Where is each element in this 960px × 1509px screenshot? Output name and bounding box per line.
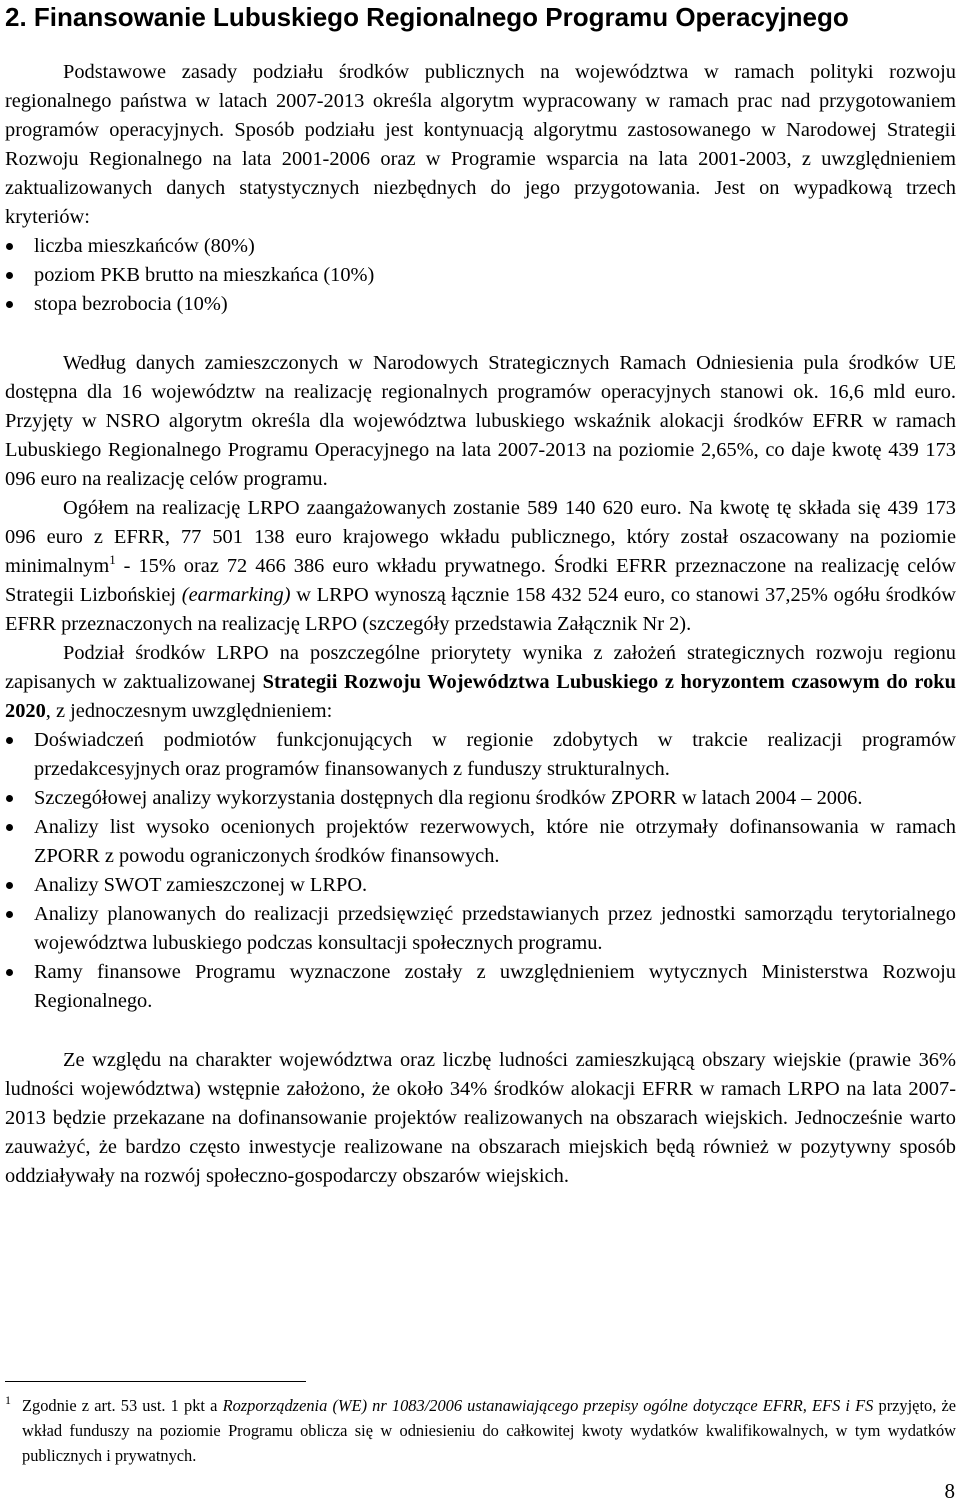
paragraph-text: - 15% oraz 72 466 386 euro wkładu prywatnego. Środki EFRR przeznaczone na realizację celów Strategii Lizbońskiej bbox=[5, 555, 956, 606]
bullet-icon bbox=[6, 882, 13, 889]
section-heading: 2. Finansowanie Lubuskiego Regionalnego Programu Operacyjnego bbox=[5, 2, 849, 32]
footnote-divider bbox=[5, 1381, 306, 1382]
list-item-text: Analizy planowanych do realizacji przedsięwzięć przedstawianych przez jednostki samorządu terytorialnego województwa lubuskiego podczas konsultacji społecznych programu. bbox=[34, 903, 956, 954]
list-item bbox=[5, 261, 956, 290]
list-item-text: liczba mieszkańców (80%) bbox=[34, 235, 255, 257]
list-item-text: stopa bezrobocia (10%) bbox=[34, 293, 228, 315]
considerations-list bbox=[5, 726, 956, 1016]
bullet-icon bbox=[6, 737, 13, 744]
bullet-icon bbox=[6, 272, 13, 279]
footnote-text: przyjęto, że wkład funduszy na poziomie Programu oblicza się w odniesieniu do całkowitej kwoty wydatków kwalifikowalnych, w tym wydatków publicznych i prywatnych. bbox=[22, 1396, 957, 1465]
strategy-title: Strategii Rozwoju Województwa Lubuskiego z horyzontem czasowym do roku 2020 bbox=[5, 671, 956, 722]
paragraph-text: , z jednoczesnym uwzględnieniem: bbox=[45, 700, 333, 722]
footnote-body bbox=[5, 1393, 956, 1468]
bullet-icon bbox=[6, 969, 13, 976]
list-item-text: Analizy list wysoko ocenionych projektów rezerwowych, które nie otrzymały dofinansowania w ramach ZPORR z powodu ograniczonych środków finansowych. bbox=[34, 816, 956, 867]
bullet-icon bbox=[6, 243, 13, 250]
bullet-icon bbox=[6, 911, 13, 918]
list-item bbox=[5, 871, 956, 900]
list-item bbox=[5, 900, 956, 958]
criteria-list bbox=[5, 232, 956, 319]
spacer bbox=[5, 319, 956, 349]
earmarking-term: (earmarking) bbox=[181, 584, 291, 606]
paragraph-text: Podstawowe zasady podziału środków publicznych na województwa w ramach polityki rozwoju regionalnego państwa w latach 2007-2013 określa algorytm wypracowany w ramach prac nad przygotowaniem programów operacyjnych. Sposób podziału jest kontynuacją algorytmu zastosowanego w Narodowej Strategii Rozwoju Regionalnego na lata 2001-2006 oraz w Programie wsparcia na lata 2001-2003, z uwzględnieniem zaktualizowanych danych statystycznych niezbędnych do jego przygotowania. Jest on wypadkową trzech kryteriów: bbox=[5, 61, 956, 228]
footnote-marker: 1 bbox=[5, 1393, 11, 1407]
paragraph-total-funding bbox=[5, 494, 956, 639]
bullet-icon bbox=[6, 795, 13, 802]
spacer bbox=[5, 1016, 956, 1046]
list-item bbox=[5, 813, 956, 871]
list-item-text: Doświadczeń podmiotów funkcjonujących w regionie zdobytych w trakcie realizacji programów przedakcesyjnych oraz programów finansowanych z funduszy strukturalnych. bbox=[34, 729, 956, 780]
bullet-icon bbox=[6, 824, 13, 831]
paragraph-rural-areas: Ze względu na charakter województwa oraz liczbę ludności zamieszkującą obszary wiejskie (prawie 36% ludności województwa) wstępnie założono, że około 34% środków alokacji EFRR w ramach LRPO na lata 2007-2013 będzie przekazane na dofinansowanie projektów realizowanych na obszarach wiejskich. Jednocześnie warto zauważyć, że bardzo często inwestycje realizowane na obszarach miejskich będą również w pozytywny sposób oddziaływały na rozwój społeczno-gospodarczy obszarów wiejskich. bbox=[5, 1049, 956, 1187]
list-item-text: Ramy finansowe Programu wyznaczone zostały z uwzględnieniem wytycznych Ministerstwa Rozwoju Regionalnego. bbox=[34, 961, 956, 1012]
paragraph-text: Podział środków LRPO na poszczególne priorytety wynika z założeń strategicznych rozwoju regionu zapisanych w zaktualizowanej bbox=[5, 642, 956, 693]
list-item bbox=[5, 290, 956, 319]
paragraph-nsro-allocation: Według danych zamieszczonych w Narodowych Strategicznych Ramach Odniesienia pula środków UE dostępna dla 16 województw na realizację regionalnych programów operacyjnych stanowi ok. 16,6 mld euro. Przyjęty w NSRO algorytm określa dla województwa lubuskiego wskaźnik alokacji środków EFRR w ramach Lubuskiego Regionalnego Programu Operacyjnego na lata 2007-2013 na poziomie 2,65%, co daje kwotę 439 173 096 euro na realizację celów programu. bbox=[5, 352, 956, 490]
list-item-text: poziom PKB brutto na mieszkańca (10%) bbox=[34, 264, 375, 286]
bullet-icon bbox=[6, 301, 13, 308]
footnote-text: Zgodnie z art. 53 ust. 1 pkt a bbox=[22, 1396, 223, 1415]
document-body bbox=[5, 58, 956, 1191]
paragraph-priorities bbox=[5, 639, 956, 726]
list-item bbox=[5, 784, 956, 813]
list-item bbox=[5, 958, 956, 1016]
paragraph-text: Ogółem na realizację LRPO zaangażowanych zostanie 589 140 620 euro. Na kwotę tę składa się 439 173 096 euro z EFRR, 77 501 138 euro krajowego wkładu publicznego, który został oszacowany na poziomie minimalnym bbox=[5, 497, 956, 577]
paragraph-text: w LRPO wynoszą łącznie 158 432 524 euro, co stanowi 37,25% ogółu środków EFRR przeznaczonych na realizację LRPO (szczegóły przedstawia Załącznik Nr 2). bbox=[5, 584, 956, 635]
list-item bbox=[5, 232, 956, 261]
footnote-reference: 1 bbox=[109, 552, 116, 567]
list-item bbox=[5, 726, 956, 784]
list-item-text: Szczegółowej analizy wykorzystania dostępnych dla regionu środków ZPORR w latach 2004 – 2006. bbox=[34, 787, 863, 809]
footnote bbox=[5, 1393, 956, 1468]
list-item-text: Analizy SWOT zamieszczonej w LRPO. bbox=[34, 874, 368, 896]
regulation-title: Rozporządzenia (WE) nr 1083/2006 ustanawiającego przepisy ogólne dotyczące EFRR, EFS i FS bbox=[222, 1396, 874, 1415]
paragraph-allocation-algorithm bbox=[5, 58, 956, 232]
page-number: 8 bbox=[944, 1479, 955, 1503]
